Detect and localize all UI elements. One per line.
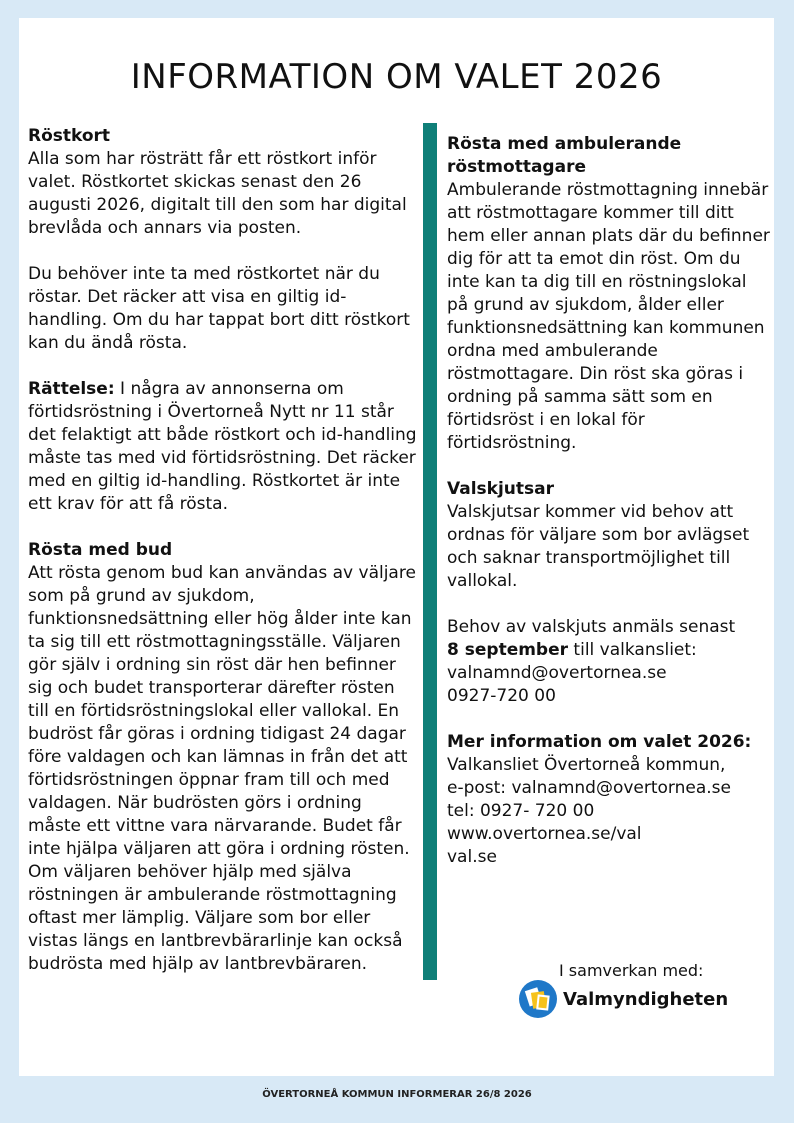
more-info-line-4: www.overtornea.se/val <box>447 824 642 844</box>
valskjutsar-text: Valskjutsar kommer vid behov att ordnas för väljare som bor avlägset och saknar transportmöjlighet till vallokal. <box>447 502 750 591</box>
notice-pre: Behov av valskjuts anmäls senast <box>447 617 736 637</box>
ambulerande-text: Ambulerande röstmottagning innebär att röstmottagare kommer till ditt hem eller annan plats där du befinner dig för att ta emot din röst. Om du inte kan ta dig till en röstningslokal på grund av sjukdom, ålder eller funktionsnedsättning kan kommunen ordna med ambulerande röstmottagare. Din röst ska göras i ordning på samma sätt som en förtidsröst i en lokal för förtidsröstning. <box>447 180 770 453</box>
valmyndigheten-logo <box>519 980 728 1018</box>
heading-ambulerande: Rösta med ambulerande röstmottagare <box>447 134 682 177</box>
heading-bud: Rösta med bud <box>28 540 173 560</box>
ballot-icon <box>519 980 557 1018</box>
rostkort-paragraph-2: Du behöver inte ta med röstkortet när du röstar. Det räcker att visa en giltig id-handling. Om du har tappat bort ditt röstkort kan du ändå rösta. <box>28 264 410 353</box>
notice-post: till valkansliet: <box>568 640 697 660</box>
more-info-line-5: val.se <box>447 847 497 867</box>
notice-email: valnamnd@overtornea.se <box>447 663 667 683</box>
rattelse-label: Rättelse: <box>28 379 115 399</box>
notice-date: 8 september <box>447 640 569 660</box>
bud-text: Att rösta genom bud kan användas av väljare som på grund av sjukdom, funktionsnedsättning eller hög ålder inte kan ta sig till ett röstmottagningsställe. Väljaren gör själv i ordning sin röst där hen befinner sig och budet transporterar därefter rösten till en förtidsröstningslokal eller vallokal. En budröst får göras i ordning tidigast 24 dagar före valdagen och kan lämnas in från det att förtidsröstningen öppnar fram till och med valdagen. När budrösten görs i ordning måste ett vittne vara närvarande. Budet får inte hjälpa väljaren att göra i ordning rösten. Om väljaren behöver hjälp med själva röstningen är ambulerande röstmottagning oftast mer lämplig. Väljare som bor eller vistas längs en lantbrevbärarlinje kan också budrösta med hjälp av lantbrevbäraren. <box>28 563 416 974</box>
logo-text: Valmyndigheten <box>563 988 729 1010</box>
valskjuts-notice <box>447 616 772 708</box>
section-more-info <box>447 731 772 869</box>
section-valskjutsar <box>447 478 772 708</box>
left-column <box>28 125 420 999</box>
heading-rostkort: Röstkort <box>28 126 111 146</box>
section-bud <box>28 539 420 976</box>
section-rostkort <box>28 125 420 355</box>
column-divider <box>423 123 437 980</box>
section-ambulerande <box>447 133 772 455</box>
rattelse-paragraph <box>28 378 420 516</box>
more-info-line-3: tel: 0927- 720 00 <box>447 801 595 821</box>
heading-more-info: Mer information om valet 2026: <box>447 732 752 752</box>
right-column <box>447 133 772 892</box>
footer: ÖVERTORNEÅ KOMMUN INFORMERAR 26/8 2026 <box>262 1089 532 1100</box>
page <box>19 18 774 1076</box>
rostkort-paragraph-1: Alla som har rösträtt får ett röstkort inför valet. Röstkortet skickas senast den 26 augusti 2026, digitalt till den som har digital brevlåda och annars via posten. <box>28 149 407 238</box>
page-title: INFORMATION OM VALET 2026 <box>130 57 663 97</box>
more-info-line-2: e-post: valnamnd@overtornea.se <box>447 778 731 798</box>
more-info-line-1: Valkansliet Övertorneå kommun, <box>447 755 726 775</box>
heading-valskjutsar: Valskjutsar <box>447 479 554 499</box>
notice-phone: 0927-720 00 <box>447 686 556 706</box>
rattelse-text: I några av annonserna om förtidsröstning i Övertorneå Nytt nr 11 står det felaktigt att både röstkort och id-handling måste tas med vid förtidsröstning. Det räcker med en giltig id-handling. Röstkortet är inte ett krav för att få rösta. <box>28 379 417 514</box>
collaboration-label: I samverkan med: <box>559 961 704 980</box>
